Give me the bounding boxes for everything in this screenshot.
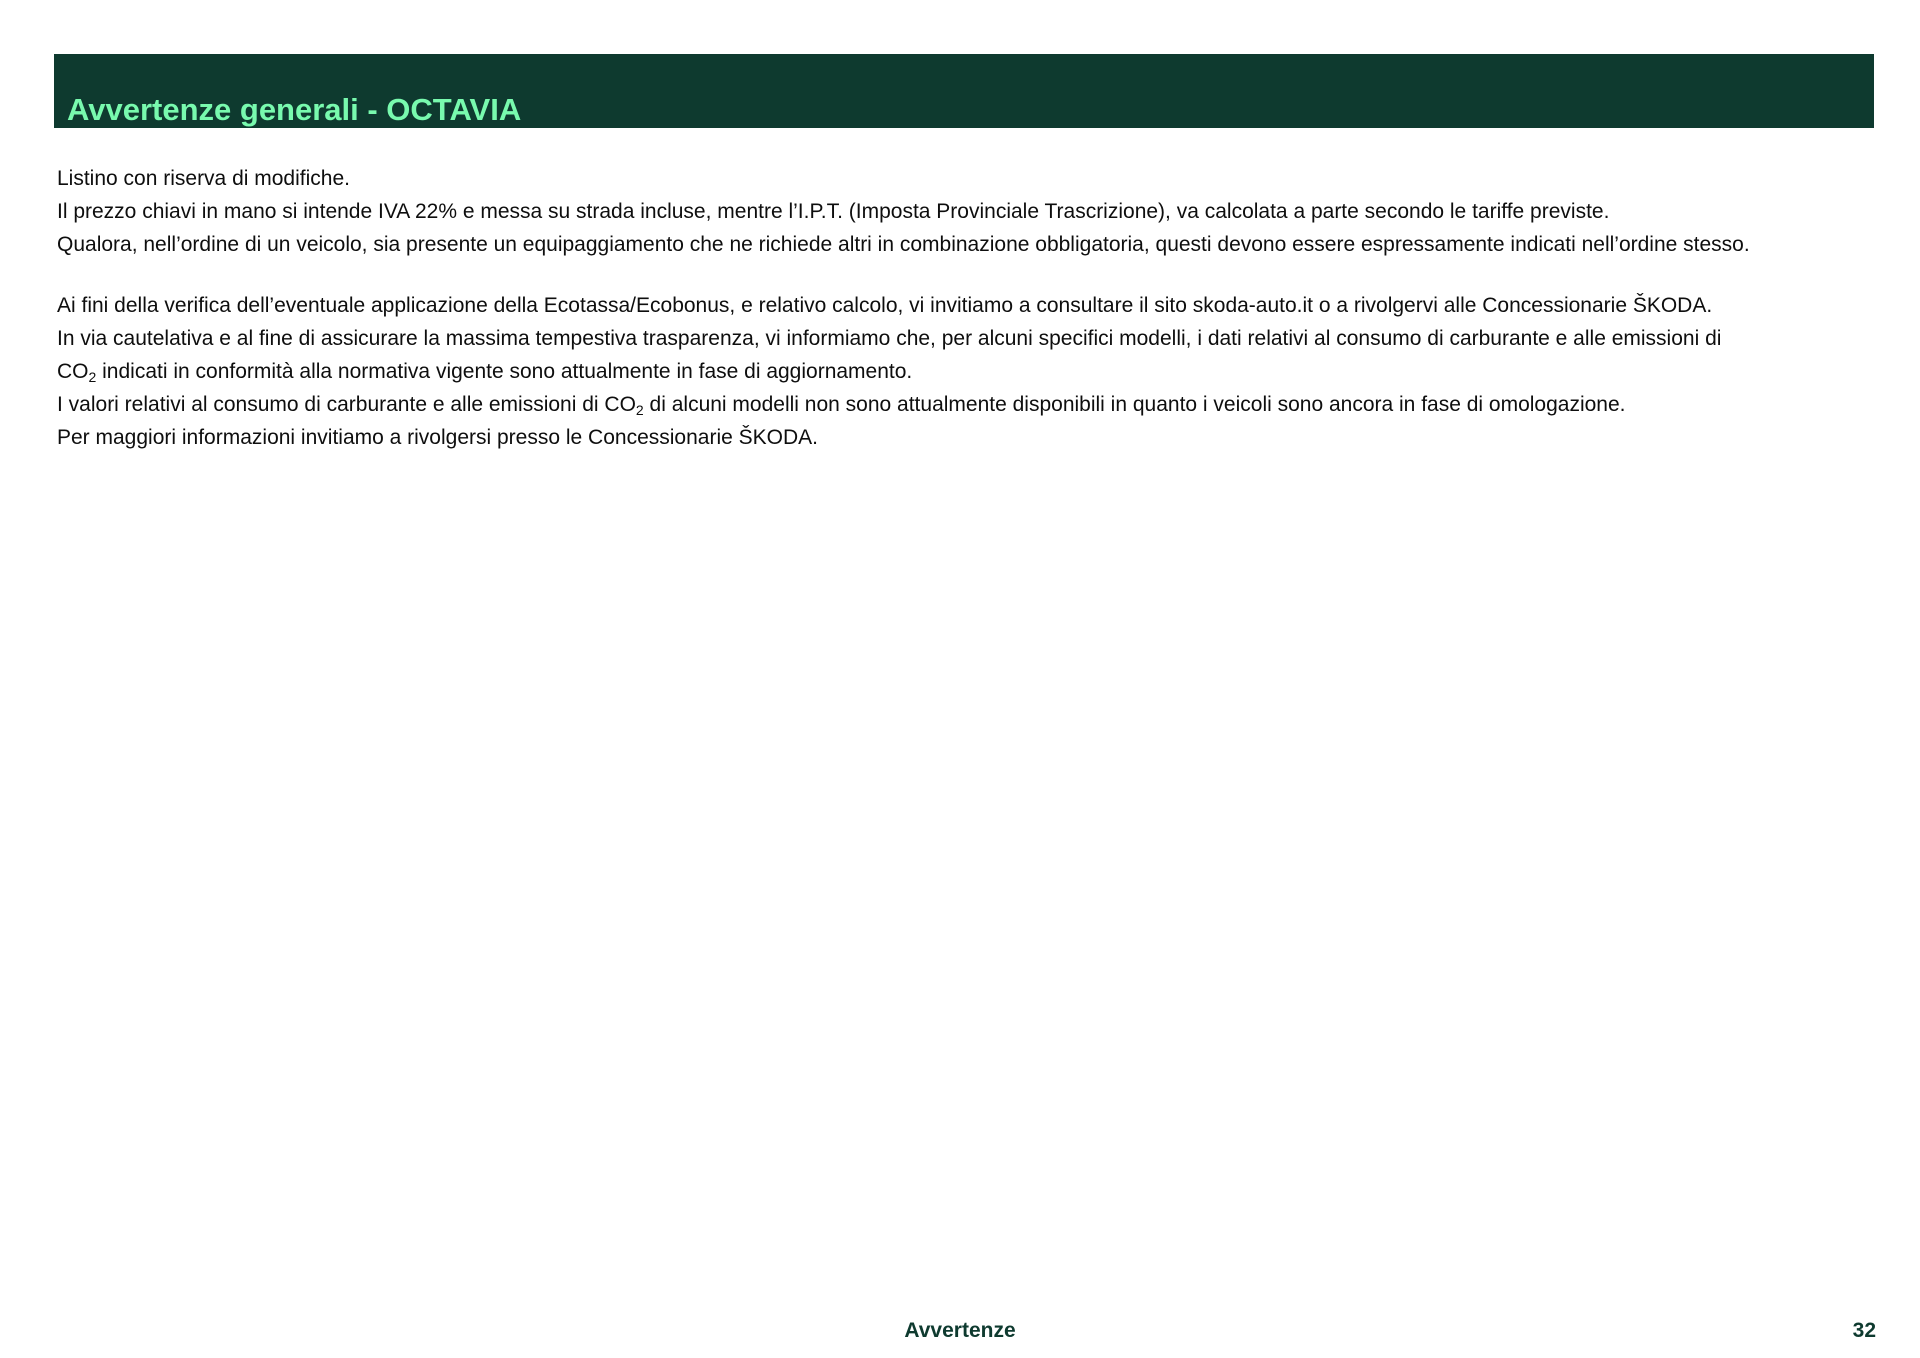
co-subscript: 2 — [88, 369, 97, 385]
paragraph-riserva: Listino con riserva di modifiche. — [57, 167, 350, 190]
co-subscript: 2 — [635, 402, 644, 418]
header-bar — [54, 54, 1874, 128]
paragraph-maggiori: Per maggiori informazioni invitiamo a rivolgersi presso le Concessionarie ŠKODA. — [57, 426, 818, 449]
paragraph-gap — [57, 261, 1877, 289]
paragraph-ecotassa: Ai fini della verifica dell’eventuale applicazione della Ecotassa/Ecobonus, e relativo calcolo, vi invitiamo a consultare il sito skoda-auto.it o a rivolgervi alle Concessionarie ŠKODA. — [57, 294, 1713, 317]
footer-section-label: Avvertenze — [904, 1319, 1016, 1342]
paragraph-valori — [57, 388, 1877, 421]
document-body — [57, 162, 1877, 454]
valori-before: I valori relativi al consumo di carburante e alle emissioni di CO — [57, 393, 636, 416]
page-title: Avvertenze generali - OCTAVIA — [67, 92, 522, 127]
valori-after: di alcuni modelli non sono attualmente disponibili in quanto i veicoli sono ancora in fase di omologazione. — [643, 393, 1626, 416]
paragraph-qualora: Qualora, nell’ordine di un veicolo, sia presente un equipaggiamento che ne richiede altri in combinazione obbligatoria, questi devono essere espressamente indicati nell’ordine stesso. — [57, 233, 1750, 256]
paragraph-cautelativa-line2 — [57, 355, 1877, 388]
paragraph-prezzo: Il prezzo chiavi in mano si intende IVA 22% e messa su strada incluse, mentre l’I.P.T. (Imposta Provinciale Trascrizione), va calcolata a parte secondo le tariffe previste. — [57, 200, 1610, 223]
co-text: CO — [57, 360, 89, 383]
paragraph-cautelativa-line1: In via cautelativa e al fine di assicurare la massima tempestiva trasparenza, vi informiamo che, per alcuni specifici modelli, i dati relativi al consumo di carburante e alle emissioni di — [57, 327, 1722, 350]
cautelativa-rest: indicati in conformità alla normativa vigente sono attualmente in fase di aggiornamento. — [96, 360, 913, 383]
page-number: 32 — [1852, 1319, 1876, 1342]
